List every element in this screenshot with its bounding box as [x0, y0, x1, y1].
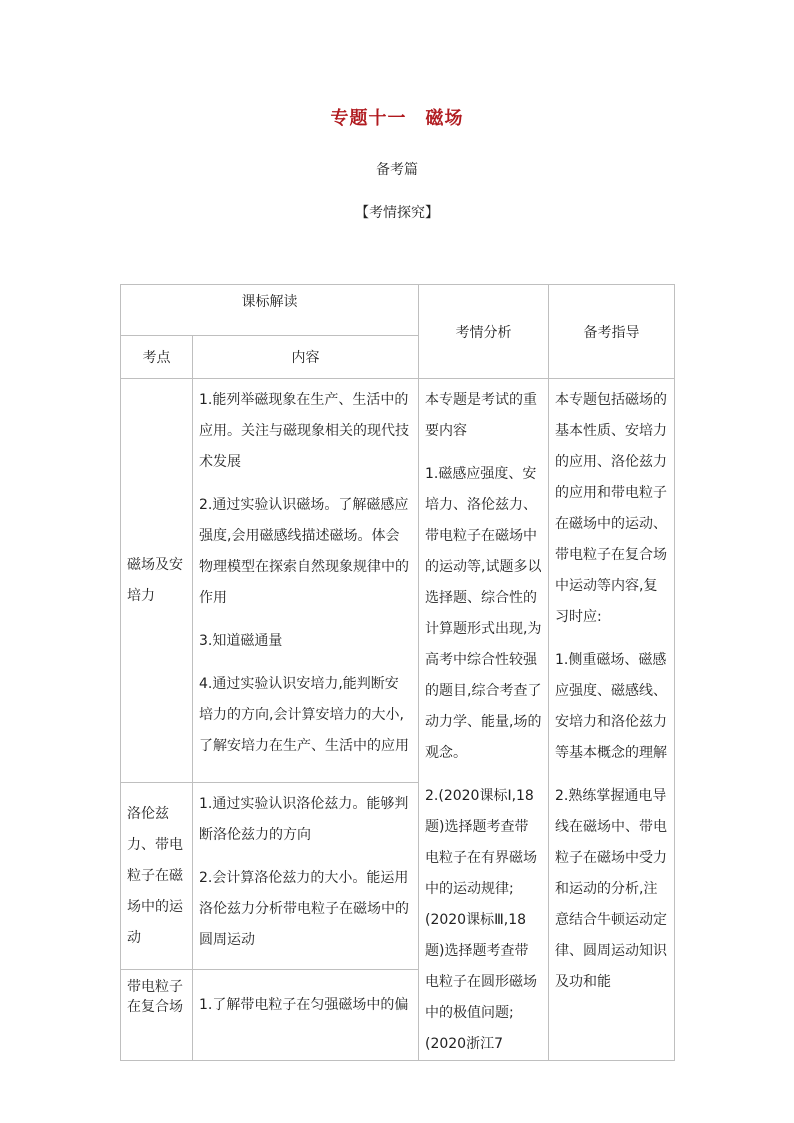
guide-cell: [549, 379, 675, 1061]
header-point: 考点: [121, 336, 193, 379]
content-item: 4.通过实验认识安培力,能判断安培力的方向,会计算安培力的大小,了解安培力在生产、生活中的应用: [199, 676, 409, 754]
header-analysis: 考情分析: [419, 285, 549, 379]
content-item: 1.能列举磁现象在生产、生活中的应用。关注与磁现象相关的现代技术发展: [199, 392, 409, 470]
guide-item: 2.熟练掌握通电导线在磁场中、带电粒子在磁场中受力和运动的分析,注意结合牛顿运动定律、圆周运动知识及功和能: [555, 788, 667, 990]
row-content: [193, 970, 419, 1061]
row-point: 带电粒子在复合场: [121, 970, 193, 1061]
guide-item: 本专题包括磁场的基本性质、安培力的应用、洛伦兹力的应用和带电粒子在磁场中的运动、带电粒子在复合场中运动等内容,复习时应:: [555, 392, 667, 625]
analysis-item: 本专题是考试的重要内容: [425, 392, 537, 439]
exam-analysis-table: [120, 284, 675, 1061]
content-item: 3.知道磁通量: [199, 633, 283, 649]
content-item: 2.会计算洛伦兹力的大小。能运用洛伦兹力分析带电粒子在磁场中的圆周运动: [199, 870, 409, 948]
row-point: 磁场及安培力: [121, 379, 193, 783]
analysis-cell: [419, 379, 549, 1061]
page-title: 专题十一 磁场: [330, 108, 464, 129]
guide-item: 1.侧重磁场、磁感应强度、磁感线、安培力和洛伦兹力等基本概念的理解: [555, 652, 667, 761]
content-item: 1.了解带电粒子在匀强磁场中的偏: [199, 997, 409, 1013]
row-point: 洛伦兹力、带电粒子在磁场中的运动: [121, 783, 193, 970]
subtitle: 备考篇: [376, 162, 418, 178]
analysis-item: 1.磁感应强度、安培力、洛伦兹力、带电粒子在磁场中的运动等,试题多以选择题、综合性的计算题形式出现,为高考中综合性较强的题目,综合考查了动力学、能量,场的观念。: [425, 466, 542, 761]
table-row: [121, 379, 675, 783]
header-guide: 备考指导: [549, 285, 675, 379]
content-item: 2.通过实验认识磁场。了解磁感应强度,会用磁感线描述磁场。体会物理模型在探索自然现象规律中的作用: [199, 497, 409, 606]
row-content: [193, 379, 419, 783]
row-content: [193, 783, 419, 970]
analysis-item: 2.(2020课标Ⅰ,18题)选择题考查带电粒子在有界磁场中的运动规律;(2020课标Ⅲ,18题)选择题考查带电粒子在圆形磁场中的极值问题;(2020浙江7: [425, 788, 537, 1052]
content-item: 1.通过实验认识洛伦兹力。能够判断洛伦兹力的方向: [199, 796, 409, 843]
header-curriculum: 课标解读: [121, 285, 419, 336]
header-content: 内容: [193, 336, 419, 379]
section-heading: 【考情探究】: [355, 205, 439, 221]
